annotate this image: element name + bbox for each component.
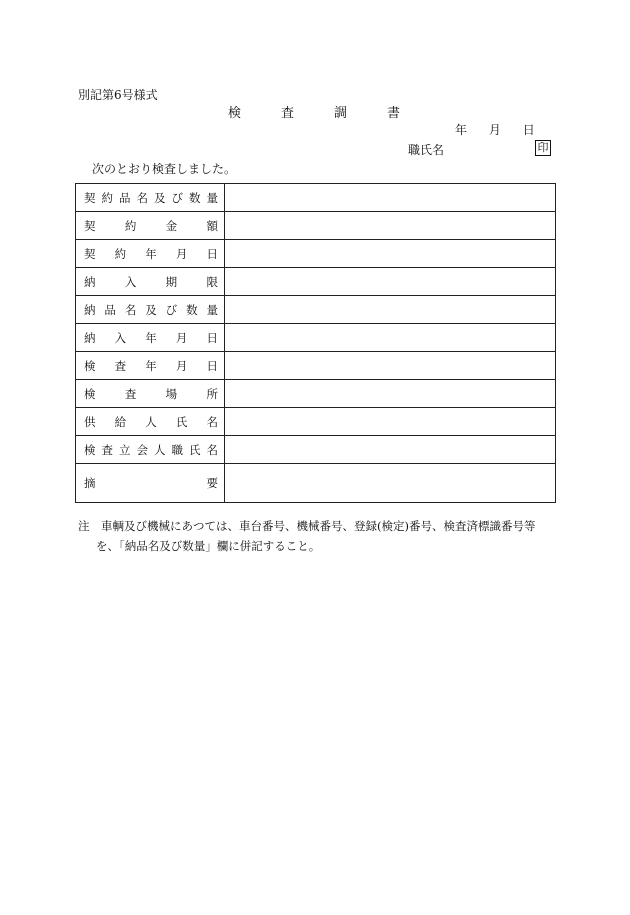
row-label: 契約金額 xyxy=(84,218,218,233)
row-label-cell xyxy=(76,240,225,268)
row-value-cell xyxy=(225,464,556,503)
date-line xyxy=(455,121,553,138)
table-row xyxy=(76,352,556,380)
intro-text: 次のとおり検査しました。 xyxy=(92,162,237,176)
table-row xyxy=(76,464,556,503)
row-label: 検査年月日 xyxy=(84,358,218,373)
row-label-cell xyxy=(76,464,225,503)
row-value-cell xyxy=(225,324,556,352)
row-label-cell xyxy=(76,352,225,380)
row-label: 納品名及び数量 xyxy=(84,302,218,317)
seal-box: 印 xyxy=(535,140,551,156)
row-label: 契約品名及び数量 xyxy=(84,190,218,205)
row-value-cell xyxy=(225,408,556,436)
row-value-cell xyxy=(225,436,556,464)
table-row xyxy=(76,324,556,352)
row-label: 摘要 xyxy=(84,476,218,490)
row-label: 供給人氏名 xyxy=(84,414,218,429)
table-row xyxy=(76,240,556,268)
row-label-cell xyxy=(76,324,225,352)
row-value-cell xyxy=(225,184,556,212)
row-value-cell xyxy=(225,268,556,296)
row-label-cell xyxy=(76,296,225,324)
inspection-table xyxy=(75,183,556,503)
table-row xyxy=(76,436,556,464)
document-title: 検査調書 xyxy=(228,106,441,121)
table-row xyxy=(76,296,556,324)
row-label-cell xyxy=(76,184,225,212)
row-label-cell xyxy=(76,436,225,464)
row-value-cell xyxy=(225,240,556,268)
row-label: 納入年月日 xyxy=(84,330,218,345)
row-label-cell xyxy=(76,212,225,240)
footnote-line-2: を、「納品名及び数量」欄に併記すること。 xyxy=(96,539,321,553)
row-label: 検査立会人職氏名 xyxy=(84,442,218,457)
table-row xyxy=(76,380,556,408)
date-day: 日 xyxy=(522,123,535,137)
footnote-line-1: 注 車輌及び機械にあつては、車台番号、機械番号、登録(検定)番号、検査済標識番号等 xyxy=(78,519,536,533)
date-year: 年 xyxy=(455,123,468,137)
row-label: 検査場所 xyxy=(84,386,218,401)
row-value-cell xyxy=(225,352,556,380)
row-value-cell xyxy=(225,296,556,324)
form-number: 別記第6号様式 xyxy=(78,88,158,102)
signer-label: 職氏名 xyxy=(408,143,445,157)
row-label: 契約年月日 xyxy=(84,246,218,261)
row-label-cell xyxy=(76,380,225,408)
row-value-cell xyxy=(225,380,556,408)
row-label-cell xyxy=(76,408,225,436)
row-value-cell xyxy=(225,212,556,240)
table-row xyxy=(76,212,556,240)
table-row xyxy=(76,268,556,296)
table-row xyxy=(76,408,556,436)
date-month: 月 xyxy=(488,123,501,137)
row-label: 納入期限 xyxy=(84,274,218,289)
table-row xyxy=(76,184,556,212)
footnote xyxy=(78,516,558,556)
row-label-cell xyxy=(76,268,225,296)
